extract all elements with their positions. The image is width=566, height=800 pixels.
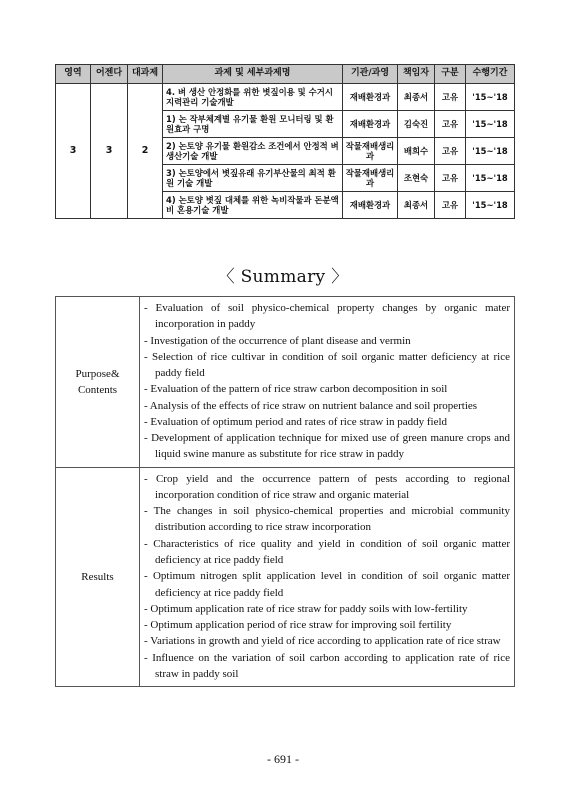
- header-org: 기관/과영: [343, 65, 398, 84]
- list-item: - Variations in growth and yield of rice according to application rate of rice straw: [144, 635, 501, 648]
- task-name: 4) 논토양 볏짚 대체를 위한 녹비작물과 돈분액비 혼용기술 개발: [163, 192, 343, 219]
- header-lead: 책임자: [398, 65, 435, 84]
- task-period: '15~'18: [466, 165, 515, 192]
- task-org: 작물재배생리과: [343, 165, 398, 192]
- list-item: - Selection of rice cultivar in condition of soil organic matter deficiency at rice paddy field: [144, 350, 510, 380]
- table-row: [56, 84, 515, 111]
- task-type: 고유: [435, 111, 466, 138]
- results-row: [56, 467, 515, 686]
- list-item: - The changes in soil physico-chemical properties and microbial community distribution according to rice straw incorporation: [144, 505, 510, 534]
- task-name: 2) 논토양 유기물 환원감소 조건에서 안정적 벼 생산기술 개발: [163, 138, 343, 165]
- header-agenda: 어젠다: [91, 65, 128, 84]
- major-task-value: 2: [128, 84, 163, 219]
- purpose-content: [140, 297, 515, 468]
- task-lead: 김숙진: [398, 111, 435, 138]
- list-item: - Crop yield and the occurrence pattern of pests according to regional incorporation condition of rice straw and organic material: [144, 472, 510, 501]
- task-lead: 최종서: [398, 84, 435, 111]
- page-number: - 691 -: [267, 752, 299, 766]
- task-org: 재배환경과: [343, 111, 398, 138]
- task-name: 4. 벼 생산 안정화를 위한 볏짚이용 및 수거시 지력관리 기술개발: [163, 84, 343, 111]
- summary-title: 〈 Summary 〉: [217, 267, 349, 287]
- purpose-row: [56, 297, 515, 468]
- task-type: 고유: [435, 192, 466, 219]
- header-major-task: 대과제: [128, 65, 163, 84]
- project-table: [55, 64, 515, 219]
- header-type: 구분: [435, 65, 466, 84]
- task-period: '15~'18: [466, 192, 515, 219]
- task-name: 3) 논토양에서 볏짚유래 유기부산물의 최적 환원 기술 개발: [163, 165, 343, 192]
- header-task-name: 과제 및 세부과제명: [163, 65, 343, 84]
- list-item: - Optimum nitrogen split application level in condition of soil organic matter deficiency at rice paddy field: [144, 570, 510, 599]
- header-area: 영역: [56, 65, 91, 84]
- list-item: - Development of application technique for mixed use of green manure crops and liquid swine manure as substitute for rice straw in paddy: [144, 432, 510, 461]
- task-lead: 조현숙: [398, 165, 435, 192]
- list-item: - Analysis of the effects of rice straw on nutrient balance and soil properties: [144, 399, 478, 412]
- list-item: - Investigation of the occurrence of plant disease and vermin: [144, 334, 411, 347]
- header-period: 수행기간: [466, 65, 515, 84]
- results-label: Results: [56, 467, 140, 686]
- results-content: [140, 467, 515, 686]
- task-type: 고유: [435, 165, 466, 192]
- task-type: 고유: [435, 84, 466, 111]
- task-name: 1) 논 작부체계별 유기물 환원 모니터링 및 환원효과 구명: [163, 111, 343, 138]
- agenda-value: 3: [91, 84, 128, 219]
- list-item: - Evaluation of optimum period and rates of rice straw in paddy field: [144, 415, 448, 428]
- task-type: 고유: [435, 138, 466, 165]
- list-item: - Optimum application rate of rice straw for paddy soils with low-fertility: [144, 602, 468, 615]
- area-value: 3: [56, 84, 91, 219]
- project-table-header: [56, 65, 515, 84]
- list-item: - Characteristics of rice quality and yield in condition of soil organic matter deficiency at rice paddy field: [144, 537, 510, 566]
- task-period: '15~'18: [466, 111, 515, 138]
- purpose-label: Purpose& Contents: [56, 297, 140, 468]
- summary-table: [55, 296, 515, 687]
- task-lead: 최종서: [398, 192, 435, 219]
- list-item: - Evaluation of the pattern of rice straw carbon decomposition in soil: [144, 383, 448, 396]
- task-org: 작물재배생리과: [343, 138, 398, 165]
- list-item: - Optimum application period of rice straw for improving soil fertility: [144, 619, 452, 632]
- list-item: - Influence on the variation of soil carbon according to application rate of rice straw in paddy soil: [144, 651, 510, 680]
- list-item: - Evaluation of soil physico-chemical property changes by organic mater incorporation in paddy: [144, 302, 510, 331]
- task-org: 재배환경과: [343, 192, 398, 219]
- task-org: 재배환경과: [343, 84, 398, 111]
- task-period: '15~'18: [466, 84, 515, 111]
- task-period: '15~'18: [466, 138, 515, 165]
- task-lead: 배희수: [398, 138, 435, 165]
